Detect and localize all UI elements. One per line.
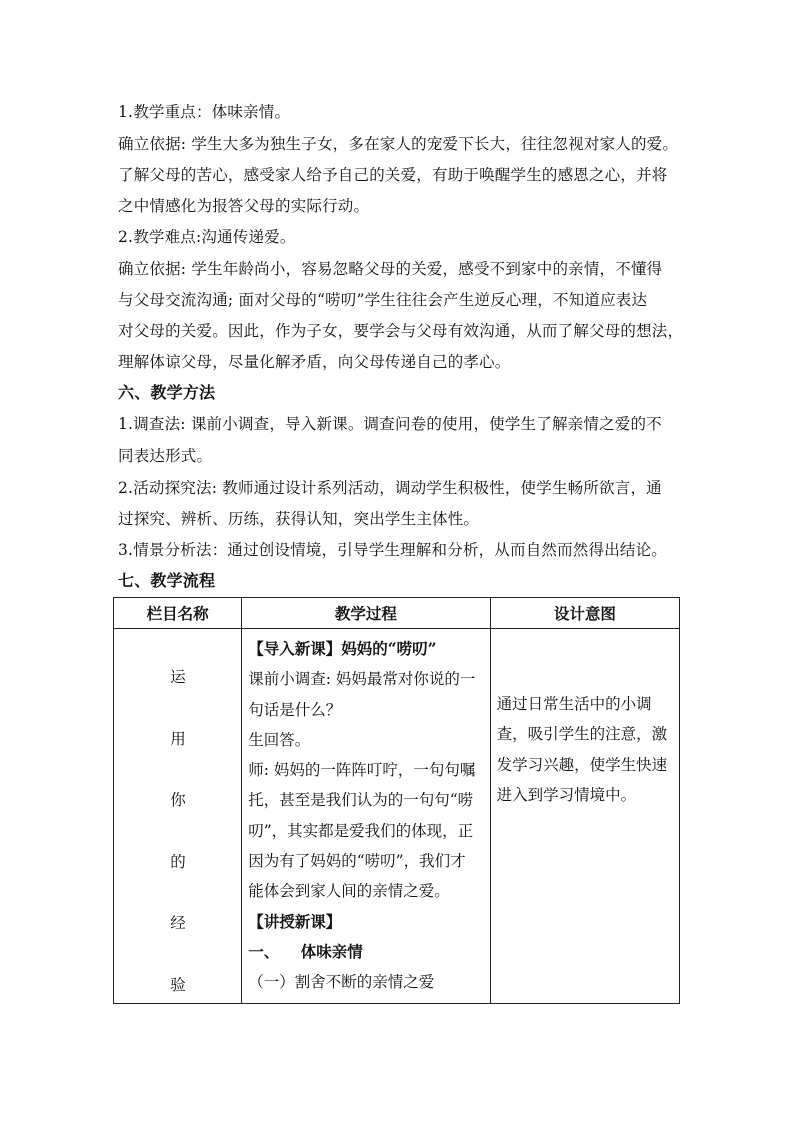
section-heading-methods: 六、教学方法	[118, 383, 216, 402]
method-line: 过探究、辨析、历练，获得认知，突出学生主体性。	[118, 510, 480, 528]
table-row	[114, 629, 680, 1004]
teaching-flow-table	[113, 597, 680, 1004]
design-line: 通过日常生活中的小调	[496, 695, 652, 713]
process-line: 【导入新课】妈妈的“唠叨”	[248, 639, 437, 658]
paragraph-line: 对父母的关爱。因此，作为子女，要学会与父母有效沟通，从而了解父母的想法，	[118, 322, 684, 340]
design-intent-cell	[490, 629, 679, 1004]
process-line: 一、 体味亲情	[248, 941, 363, 961]
process-line: 师: 妈妈的一阵阵叮咛，一句句嘱	[248, 761, 476, 780]
design-line: 进入到学习情境中。	[496, 785, 637, 804]
header-design-intent: 设计意图	[490, 598, 679, 629]
process-line: 课前小调查: 妈妈最常对你说的一	[248, 670, 476, 689]
column-name-cell	[114, 629, 242, 1004]
process-line: 托，甚至是我们认为的一句句“唠	[248, 791, 474, 810]
section-heading-flow: 七、教学流程	[118, 571, 216, 590]
process-line: 【讲授新课】	[248, 911, 342, 931]
teaching-process-cell	[242, 629, 490, 1004]
paragraph-line: 之中情感化为报答父母的实际行动。	[118, 197, 370, 215]
header-teaching-process: 教学过程	[242, 598, 490, 629]
process-line: 叨”，其实都是爱我们的体现，正	[248, 821, 474, 840]
paragraph-line: 理解体谅父母，尽量化解矛盾，向父母传递自己的孝心。	[118, 353, 511, 371]
column-name-char: 验	[170, 975, 186, 994]
process-line: 能体会到家人间的亲情之爱。	[248, 882, 450, 901]
design-line: 发学习兴趣，使学生快速	[496, 755, 668, 774]
column-name-char: 的	[170, 852, 186, 871]
method-line: 2.活动探究法: 教师通过设计系列活动，调动学生积极性，使学生畅所欲言，通	[118, 479, 662, 497]
paragraph-line: 了解父母的苦心，感受家人给予自己的关爱，有助于唤醒学生的感恩之心，并将	[118, 166, 668, 184]
column-name-char: 运	[170, 668, 186, 686]
column-name-char: 你	[170, 791, 186, 809]
process-line: （一）割舍不断的亲情之爱	[248, 973, 435, 992]
column-name-char: 用	[170, 729, 186, 748]
method-line: 3.情景分析法：通过创设情境，引导学生理解和分析，从而自然而然得出结论。	[118, 541, 667, 559]
paragraph-line: 确立依据: 学生年龄尚小，容易忽略父母的关爱，感受不到家中的亲情，不懂得	[118, 260, 663, 278]
method-line: 1.调查法: 课前小调查，导入新课。调查问卷的使用，使学生了解亲情之爱的不	[118, 415, 662, 433]
header-column-name: 栏目名称	[114, 598, 242, 629]
difficulty-line: 2.教学难点:沟通传递爱。	[118, 228, 296, 246]
design-line: 查，吸引学生的注意，激	[496, 725, 668, 744]
process-line: 生回答。	[248, 730, 311, 749]
method-line: 同表达形式。	[118, 447, 213, 465]
table-header-row	[114, 598, 680, 629]
paragraph-line: 与父母交流沟通; 面对父母的“唠叨”学生往往会产生逆反心理，不知道应表达	[118, 291, 648, 309]
process-line: 因为有了妈妈的“唠叨”，我们才	[248, 852, 466, 871]
key-point-line: 1.教学重点：体味亲情。	[118, 103, 291, 121]
paragraph-line: 确立依据: 学生大多为独生子女，多在家人的宠爱下长大，往往忽视对家人的爱。	[118, 135, 679, 153]
process-line: 句话是什么？	[248, 700, 342, 719]
column-name-char: 经	[170, 914, 186, 932]
vertical-column-name	[114, 665, 242, 1034]
